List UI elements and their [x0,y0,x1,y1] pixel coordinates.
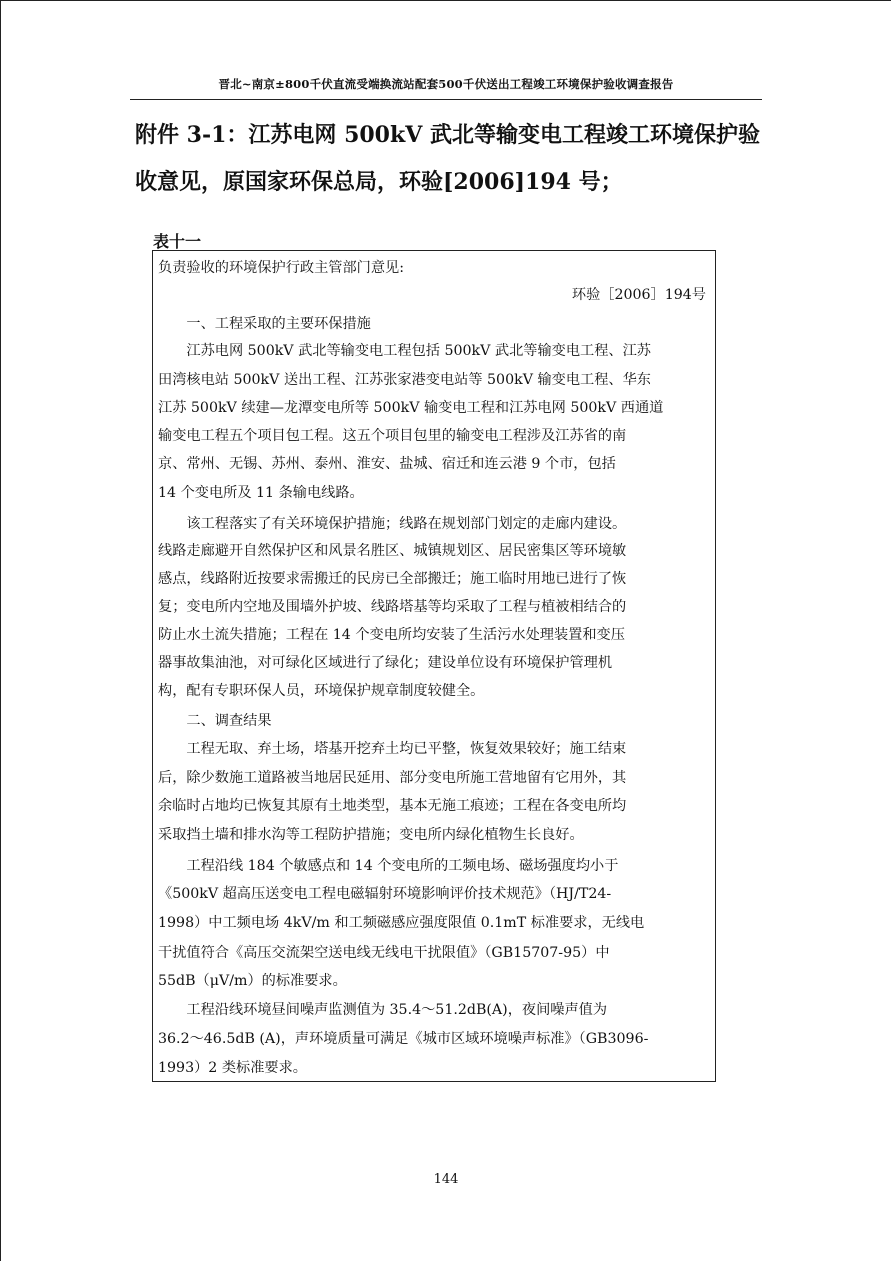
opinion-text-line: 1998）中工频电场 4kV/m 和工频磁感应强度限值 0.1mT 标准要求，无线电 [158,915,645,931]
opinion-text-line: 复；变电所内空地及围墙外护坡、线路塔基等均采取了工程与植被相结合的 [158,599,627,615]
header-rule [130,99,762,100]
opinion-text-line: 采取挡土墙和排水沟等工程防护措施；变电所内绿化植物生长良好。 [158,827,584,843]
opinion-text-line: 干扰值符合《高压交流架空送电线无线电干扰限值》（GB15707-95）中 [158,945,610,961]
opinion-text-line: 线路走廊避开自然保护区和风景名胜区、城镇规划区、居民密集区等环境敏 [158,543,627,559]
table-caption: 表十一 [153,232,202,251]
opinion-text-line: 《500kV 超高压送变电工程电磁辐射环境影响评价技术规范》（HJ/T24- [158,886,612,902]
running-header: 晋北~南京±800千伏直流受端换流站配套500千伏送出工程竣工环境保护验收调查报告 [218,77,674,91]
opinion-text-line: 江苏电网 500kV 武北等输变电工程包括 500kV 武北等输变电工程、江苏 [158,343,651,359]
opinion-text-line: 构，配有专职环保人员，环境保护规章制度较健全。 [158,683,485,699]
opinion-text-line: 工程沿线环境昼间噪声监测值为 35.4～51.2dB(A)，夜间噪声值为 [158,1002,608,1018]
opinion-text-line: 工程沿线 184 个敏感点和 14 个变电所的工频电场、磁场强度均小于 [158,858,619,874]
opinion-text-line: 田湾核电站 500kV 送出工程、江苏张家港变电站等 500kV 输变电工程、华东 [158,372,651,388]
opinion-text-line: 后，除少数施工道路被当地居民延用、部分变电所施工营地留有它用外，其 [158,770,627,786]
opinion-text-line: 负责验收的环境保护行政主管部门意见: [158,260,404,276]
page-number: 144 [433,1172,459,1187]
attachment-title-line-1: 附件 3-1：江苏电网 500kV 武北等输变电工程竣工环境保护验 [135,122,760,148]
opinion-text-line: 感点，线路附近按要求需搬迁的民房已全部搬迁；施工临时用地已进行了恢 [158,571,627,587]
opinion-text-line: 京、常州、无锡、苏州、泰州、淮安、盐城、宿迁和连云港 9 个市，包括 [158,456,616,472]
opinion-text-line: 1993）2 类标准要求。 [158,1060,307,1076]
opinion-text-line: 输变电工程五个项目包工程。这五个项目包里的输变电工程涉及江苏省的南 [158,428,627,444]
opinion-text-line: 二、调查结果 [158,713,272,729]
opinion-text-line: 器事故集油池，对可绿化区域进行了绿化；建设单位设有环境保护管理机 [158,655,613,671]
opinion-text-line: 55dB（μV/m）的标准要求。 [158,973,347,989]
opinion-text-line: 一、工程采取的主要环保措施 [158,316,371,332]
opinion-text-line: 该工程落实了有关环境保护措施；线路在规划部门划定的走廊内建设。 [158,516,627,532]
opinion-text-line: 防止水土流失措施；工程在 14 个变电所均安装了生活污水处理装置和变压 [158,627,625,643]
attachment-title-line-2: 收意见，原国家环保总局，环验[2006]194 号； [135,169,623,195]
approval-number: 环验［2006］194号 [571,287,706,303]
opinion-text-line: 36.2～46.5dB (A)，声环境质量可满足《城市区域环境噪声标准》（GB3096- [158,1031,649,1047]
opinion-text-line: 余临时占地均已恢复其原有土地类型，基本无施工痕迹；工程在各变电所均 [158,798,627,814]
opinion-text-line: 工程无取、弃土场，塔基开挖弃土均已平整，恢复效果较好；施工结束 [158,741,627,757]
opinion-text-line: 江苏 500kV 续建—龙潭变电所等 500kV 输变电工程和江苏电网 500kV 西通道 [158,400,664,416]
opinion-text-line: 14 个变电所及 11 条输电线路。 [158,485,364,501]
